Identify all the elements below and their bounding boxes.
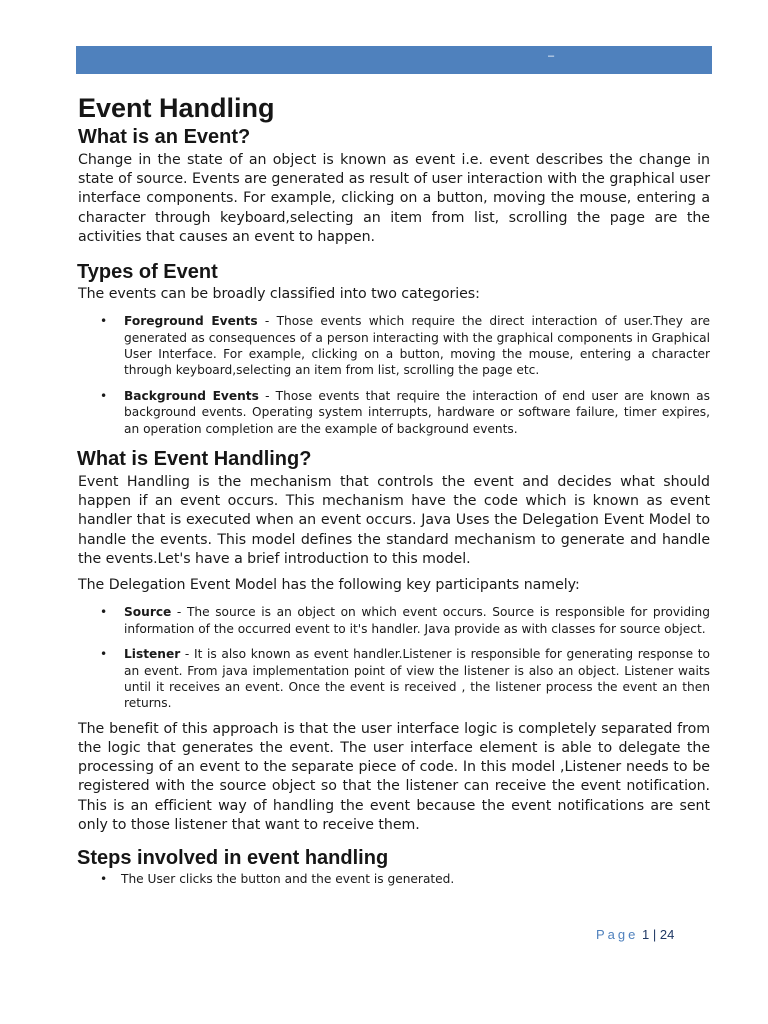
- steps-list: [78, 871, 710, 887]
- item-label: Listener: [124, 647, 181, 662]
- list-item-listener: [78, 646, 710, 712]
- participants-list: [78, 604, 710, 711]
- page-title: Event Handling: [78, 93, 275, 123]
- header-mark: –: [548, 50, 555, 62]
- item-text: - Those events that require the interaction of end user are known as background events. Operating system interrupts, hardware or software failure, timer expires, an operation completion are the example of background events.: [124, 388, 710, 436]
- heading-steps: Steps involved in event handling: [77, 846, 389, 869]
- item-label: Foreground Events: [124, 314, 258, 329]
- paragraph-types-intro: The events can be broadly classified into two categories:: [78, 286, 480, 303]
- bullet: •: [100, 871, 108, 886]
- page-separator: |: [652, 927, 657, 942]
- bullet: •: [100, 314, 108, 329]
- page-footer: [596, 927, 716, 942]
- bullet: •: [100, 647, 108, 662]
- bullet: •: [100, 388, 108, 403]
- item-text: - It is also known as event handler.Listener is responsible for generating response to an event. From java implementation point of view the listener is also an object. Listener waits until it receives an event. Once the event is received , the listener process the event an then returns.: [124, 647, 710, 711]
- list-item-background: [78, 388, 710, 437]
- page-number: 1: [642, 927, 650, 942]
- heading-event-handling: What is Event Handling?: [77, 448, 312, 471]
- bullet: •: [100, 605, 108, 620]
- header-bar: [76, 46, 712, 74]
- item-text: - Those events which require the direct interaction of user.They are generated as consequences of a person interacting with the graphical components in Graphical User Interface. For example, clicking on a button, moving the mouse, entering a character through keyboard,selecting an item from list, scrolling the page etc.: [124, 314, 711, 378]
- page-content: [78, 90, 710, 887]
- item-text: - The source is an object on which event occurs. Source is responsible for providing information of the occurred event to it's handler. Java provide as with classes for source object.: [124, 605, 710, 636]
- item-text: The User clicks the button and the event is generated.: [121, 871, 455, 886]
- list-item-step: [78, 871, 710, 887]
- list-item-foreground: [78, 313, 710, 379]
- item-label: Source: [124, 605, 172, 620]
- item-label: Background Events: [124, 388, 259, 403]
- page-word: Page: [596, 927, 639, 942]
- page-total: 24: [659, 927, 675, 942]
- paragraph-handling-2: The Delegation Event Model has the following key participants namely:: [78, 577, 580, 594]
- types-list: [78, 313, 710, 437]
- paragraph-handling-1: Event Handling is the mechanism that controls the event and decides what should happen if an event occurs. This mechanism have the code which is known as event handler that is executed when an event occurs. Java Uses the Delegation Event Model to handle the events. This model defines the standard mechanism to generate and handle the events.Let's have a brief introduction to this model.: [78, 474, 710, 567]
- heading-what-is-event: What is an Event?: [78, 126, 251, 148]
- paragraph-what-is-event: Change in the state of an object is known as event i.e. event describes the change in state of source. Events are generated as result of user interaction with the graphical user interface components. For example, clicking on a button, moving the mouse, entering a character through keyboard,selecting an item from list, scrolling the page are the activities that causes an event to happen.: [78, 152, 710, 245]
- list-item-source: [78, 604, 710, 637]
- paragraph-handling-3: The benefit of this approach is that the user interface logic is completely separated from the logic that generates the event. The user interface element is able to delegate the processing of an event to the separate piece of code. In this model ,Listener needs to be registered with the source object so that the listener can receive the event notification. This is an efficient way of handling the event because the event notifications are sent only to those listener that want to receive them.: [78, 720, 710, 833]
- heading-types-of-event: Types of Event: [77, 261, 218, 284]
